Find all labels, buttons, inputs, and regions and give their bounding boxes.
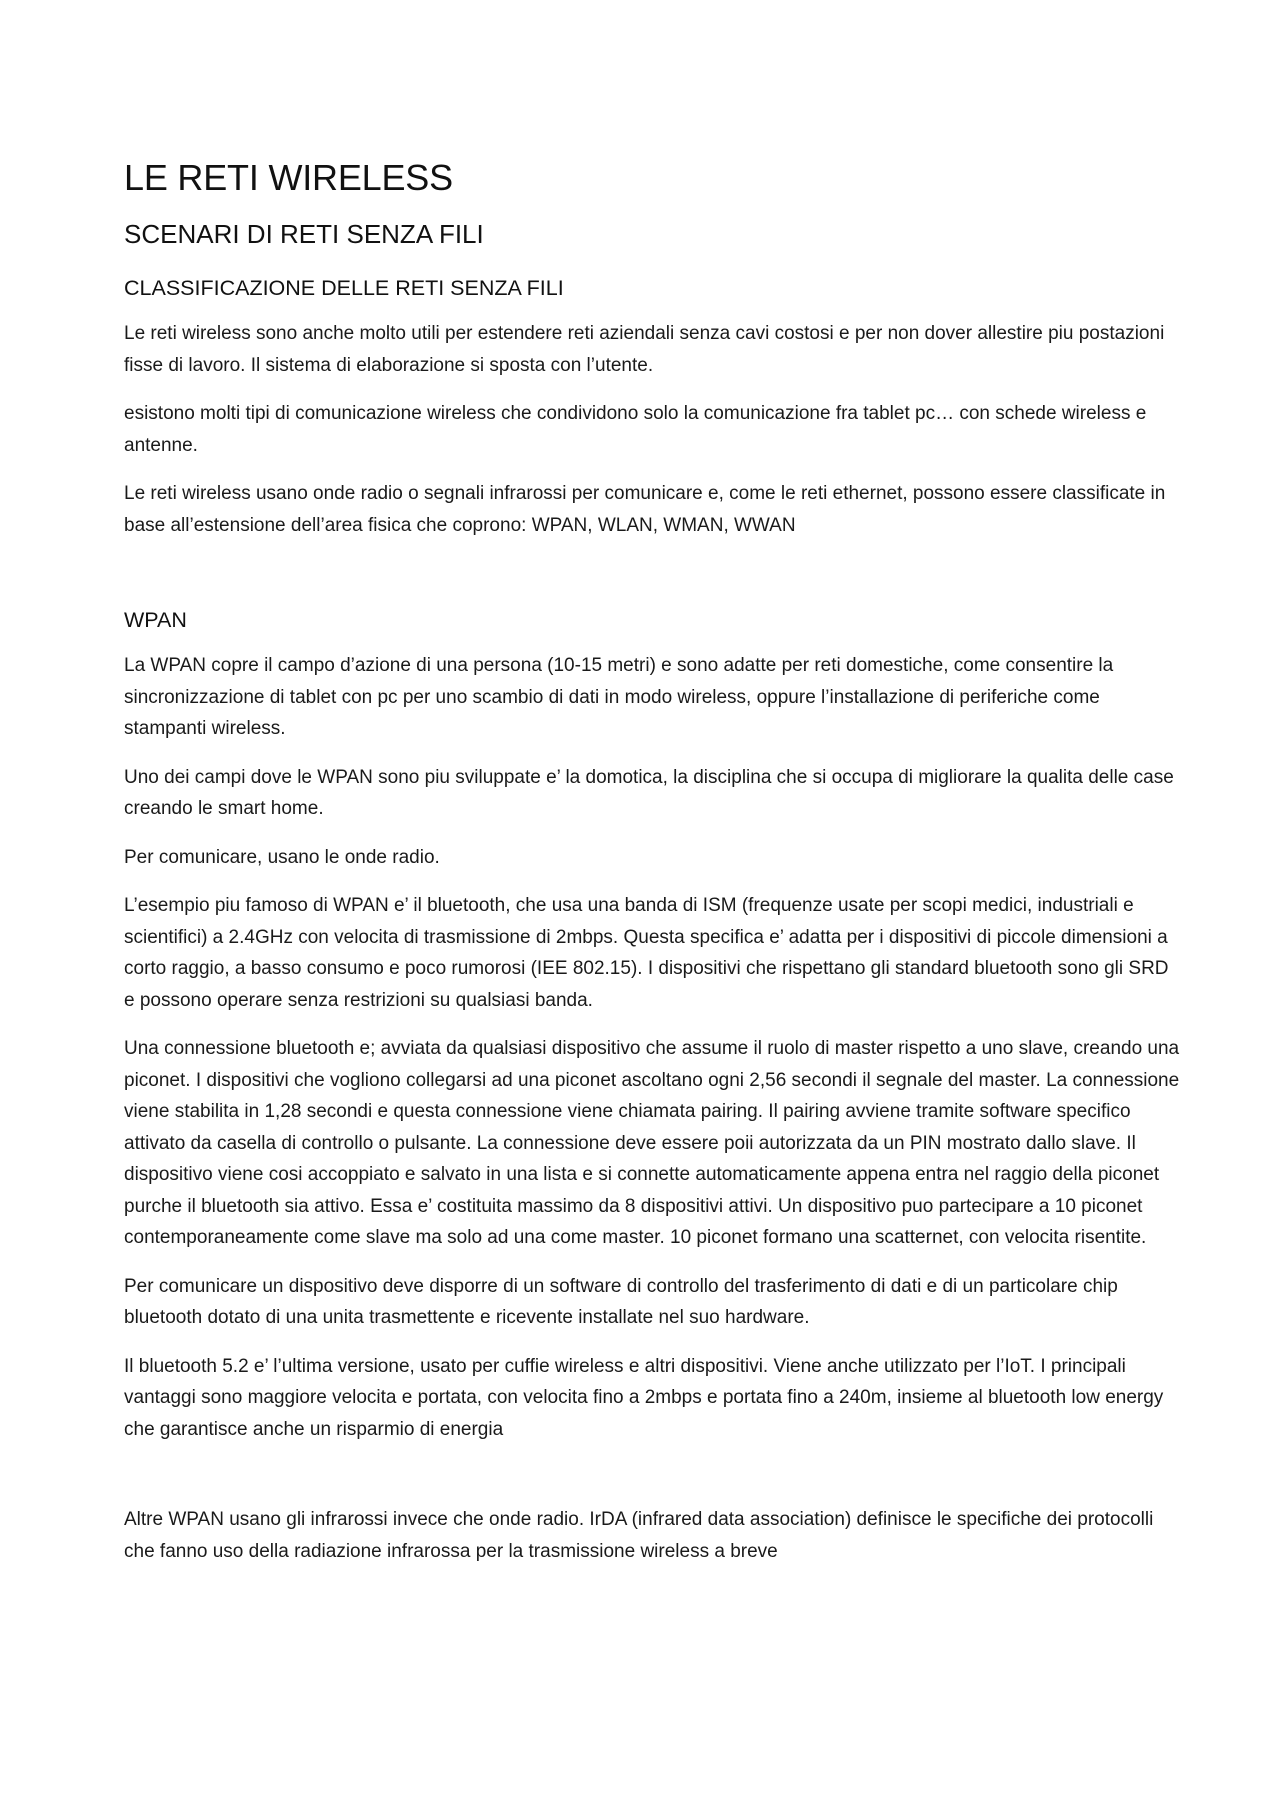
document-page <box>124 148 1180 1584</box>
paragraph: Le reti wireless sono anche molto utili per estendere reti aziendali senza cavi costosi e per non dover allestire piu postazioni fisse di lavoro. Il sistema di elaborazione si sposta con l’utente. <box>124 323 1165 376</box>
section-heading-classificazione: CLASSIFICAZIONE DELLE RETI SENZA FILI <box>124 276 564 300</box>
section-wpan <box>124 606 1180 1567</box>
paragraph: Una connessione bluetooth e; avviata da qualsiasi dispositivo che assume il ruolo di master rispetto a uno slave, creando una piconet. I dispositivi che vogliono collegarsi ad una piconet ascoltano ogni 2,56 secondi il segnale del master. La connessione viene stabilita in 1,28 secondi e questa connessione viene chiamata pairing. Il pairing avviene tramite software specifico attivato da casella di controllo o pulsante. La connessione deve essere poii autorizzata da un PIN mostrato dallo slave. Il dispositivo viene cosi accoppiato e salvato in una lista e si connette automaticamente appena entra nel raggio della piconet purche il bluetooth sia attivo. Essa e’ costituita massimo da 8 dispositivi attivi. Un dispositivo puo partecipare a 10 piconet contemporaneamente come slave ma solo ad una come master. 10 piconet formano una scatternet, con velocita risentite. <box>124 1038 1180 1248</box>
spacer <box>124 1462 1180 1504</box>
paragraph: La WPAN copre il campo d’azione di una persona (10-15 metri) e sono adatte per reti domestiche, come consentire la sincronizzazione di tablet con pc per uno scambio di dati in modo wireless, oppure l’installazione di periferiche come stampanti wireless. <box>124 655 1114 739</box>
document-subtitle: SCENARI DI RETI SENZA FILI <box>124 219 484 249</box>
paragraph: Le reti wireless usano onde radio o segnali infrarossi per comunicare e, come le reti ethernet, possono essere classificate in base all’estensione dell’area fisica che coprono: WPAN, WLAN, WMAN, WWAN <box>124 483 1166 536</box>
paragraph: Per comunicare, usano le onde radio. <box>124 846 440 868</box>
section-heading-wpan: WPAN <box>124 608 187 632</box>
paragraph: Il bluetooth 5.2 e’ l’ultima versione, usato per cuffie wireless e altri dispositivi. Viene anche utilizzato per l’IoT. I principali vantaggi sono maggiore velocita e portata, con velocita fino a 2mbps e portata fino a 240m, insieme al bluetooth low energy che garantisce anche un risparmio di energia <box>124 1355 1164 1440</box>
section-classificazione <box>124 274 1180 541</box>
paragraph: Uno dei campi dove le WPAN sono piu sviluppate e’ la domotica, la disciplina che si occupa di migliorare la qualita delle case creando le smart home. <box>124 766 1174 819</box>
paragraph: L’esempio piu famoso di WPAN e’ il bluetooth, che usa una banda di ISM (frequenze usate per scopi medici, industriali e scientifici) a 2.4GHz con velocita di trasmissione di 2mbps. Questa specifica e’ adatta per i dispositivi di piccole dimensioni a corto raggio, a basso consumo e poco rumorosi (IEE 802.15). I dispositivi che rispettano gli standard bluetooth sono gli SRD e possono operare senza restrizioni su qualsiasi banda. <box>124 895 1169 1011</box>
paragraph: Altre WPAN usano gli infrarossi invece che onde radio. IrDA (infrared data association) definisce le specifiche dei protocolli che fanno uso della radiazione infrarossa per la trasmissione wireless a breve <box>124 1509 1154 1562</box>
paragraph: esistono molti tipi di comunicazione wireless che condividono solo la comunicazione fra tablet pc… con schede wireless e antenne. <box>124 403 1147 456</box>
paragraph: Per comunicare un dispositivo deve disporre di un software di controllo del trasferimento di dati e di un particolare chip bluetooth dotato di una unita trasmettente e ricevente installate nel suo hardware. <box>124 1275 1118 1328</box>
spacer <box>124 558 1180 606</box>
document-title: LE RETI WIRELESS <box>124 157 453 198</box>
